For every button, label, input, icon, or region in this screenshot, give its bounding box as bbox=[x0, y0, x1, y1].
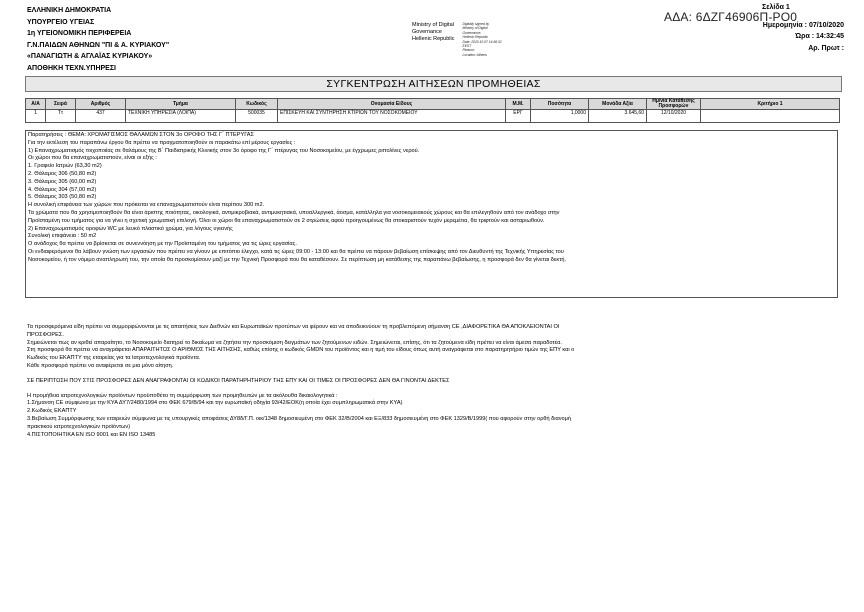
ada-code: ΑΔΑ: 6ΔΖΓ46906Π-ΡΟ0 bbox=[664, 10, 798, 24]
cell-series: Ττ bbox=[46, 110, 76, 123]
column-header: Α/Α bbox=[26, 99, 46, 110]
org-line: ΑΠΟΘΗΚΗ ΤΕΧΝ.ΥΠΗΡΕΣΙ bbox=[27, 64, 116, 72]
remarks-line: Προϊσταμένη του τμήματος για να γίνει η σχετική χρωματική επιλογή. Όλοι οι χώροι θα επαναχρωματιστούν σε 2 στρώσεις αφού προηγουμένως θα στοκαριστούν τυχόν μερεμέτια, θα τριφτούν και ασταριωθούν. bbox=[28, 217, 545, 224]
requests-table bbox=[25, 98, 840, 123]
column-header: Μ.Μ. bbox=[506, 99, 531, 110]
cell-code: 500035 bbox=[236, 110, 278, 123]
remarks-line: Για την εκτέλεση του παραπάνω έργου θα πρέπει να πραγματοποιηθούν οι παρακάτω επί μέρους εργασίες : bbox=[28, 139, 296, 146]
notes-line: Η προμήθεια ιατροτεχνολογικών προϊόντων προϋποθέτει τη συμμόρφωση των προμηθευτών με τα ακόλουθα δικαιολογητικά : bbox=[27, 392, 338, 399]
signature-detail: Location: Athens bbox=[462, 52, 487, 57]
notes-line: Στη προσφορά θα πρέπει να αναγράφεται ΑΠΑΡΑΙΤΗΤΩΣ Ο ΑΡΙΘΜΟΣ ΤΗΣ ΑΙΤΗΣΗΣ, καθώς επίσης ο κωδικός GMDN του προϊόντος και η τιμή του είδους όπως αυτή αναγράφεται στο παρατηρητήριο τιμών της ΕΠΥ και ο bbox=[27, 347, 575, 354]
document-date: Ημερομηνία : 07/10/2020 bbox=[762, 22, 844, 29]
remarks-line: Παρατηρήσεις : ΘΕΜΑ: ΧΡΩΜΑΤΙΣΜΟΣ ΘΑΛΑΜΩΝ ΣΤΟΝ 3ο ΟΡΟΦΟ ΤΗΣ Γ΄ ΠΤΕΡΥΓΑΣ bbox=[28, 132, 254, 138]
notes-line: 4.ΠΙΣΤΟΠΟΙΗΤΙΚΑ ΕΝ ISO 9001 και ΕΝ ISO 13485 bbox=[27, 431, 156, 438]
remarks-line: Συνολική επιφάνεια : 50 m2 bbox=[28, 233, 97, 240]
notes-line: 3.Βεβαίωση Συμμόρφωσης των εταιρειών σύμφωνα με τις υπουργικές αποφάσεις ΔΥ8δ/Γ.Π. οικ/1348 δημοσιευμένη στο ΦΕΚ 32/Β/2004 και ΕΞ/833 δημοσιευμένη στο ΦΕΚ 1329/Β/1999( που αφορούν στην ορθή διανομή bbox=[27, 415, 571, 422]
table-row bbox=[26, 110, 840, 123]
signature-issuer-line: Ministry of Digital bbox=[412, 22, 454, 28]
column-header: Ονομασία Είδους bbox=[278, 99, 506, 110]
remarks-line: 1. Γραφείο Ιατρών (63,30 m2) bbox=[28, 163, 102, 170]
column-header: Κωδικός bbox=[236, 99, 278, 110]
column-header: Σειρά bbox=[46, 99, 76, 110]
column-header: Ποσότητα bbox=[531, 99, 589, 110]
remarks-line: Οι ενδιαφερόμενοι θα λάβουν γνώση των εργασιών που πρέπει να γίνουν με επιτόπιο έλεγχο, κατά τις ώρες 09:00 - 13:00 και θα πρέπει να πάρουν βεβαίωση επίσκεψης από τον Διευθυντή της Τεχνικής Υπηρεσίας του bbox=[28, 248, 564, 255]
remarks-line: Ο ανάδοχος θα πρέπει να βρίσκεται σε συνεννόηση με την Προϊσταμένη του τμήματος για τις ώρες εργασίας. bbox=[28, 241, 297, 248]
cell-department: ΤΕΧΝΙΚΗ ΥΠΗΡΕΣΙΑ (ΛΟΙΠΑ) bbox=[126, 110, 236, 123]
notes-line: ΠΡΟΣΦΟΡΕΣ. bbox=[27, 331, 64, 338]
remarks-line: 4. Θάλαμος 304 (57,00 m2) bbox=[28, 186, 97, 193]
cell-deadline: 12/10/2020 bbox=[647, 110, 701, 123]
spacer bbox=[27, 386, 839, 393]
remarks-line: 5. Θάλαμος 303 (50,80 m2) bbox=[28, 194, 97, 201]
document-title: ΣΥΓΚΕΝΤΡΩΣΗ ΑΙΤΗΣΕΩΝ ΠΡΟΜΗΘΕΙΑΣ bbox=[25, 76, 842, 92]
signature-detail: Hellenic Republic bbox=[462, 35, 488, 40]
signature-detail: EEST bbox=[462, 44, 472, 49]
protocol-number: Αρ. Πρωτ : bbox=[808, 45, 844, 52]
cell-quantity: 1,0000 bbox=[531, 110, 589, 123]
cell-aa: 1 bbox=[26, 110, 46, 123]
document-time: Ώρα : 14:32:45 bbox=[795, 33, 844, 40]
page-number: Σελίδα 1 bbox=[762, 4, 790, 11]
remarks-line: 3. Θάλαμος 305 (60,00 m2) bbox=[28, 178, 97, 185]
table-header-row bbox=[26, 99, 840, 110]
notes-line: Τα προσφερόμενα είδη πρέπει να συμμορφώνονται με τις απαιτήσεις των Διεθνών και Ευρωπαϊκών προτύπων να φέρουν και να αποδεικνύουν τη προβλεπόμενη σήμανση CE ,ΔΙΑΦΟΡΕΤΙΚΑ ΘΑ ΑΠΟΚΛΕΙΟΝΤΑΙ ΟΙ bbox=[27, 324, 560, 330]
signature-issuer-line: Hellenic Republic bbox=[412, 36, 455, 42]
remarks-line: Οι χώροι που θα επαναχρωματιστούν, είναι οι εξής : bbox=[28, 155, 157, 162]
signature-detail: Reason: bbox=[462, 48, 475, 53]
cell-item-name: ΕΠΙΣΚΕΥΗ ΚΑΙ ΣΥΝΤΗΡΗΣΗ ΚΤΙΡΙΩΝ ΤΟΥ ΝΟΣΟΚΟΜΕΙΟΥ bbox=[278, 110, 506, 123]
remarks-line: Τα χρώματα που θα χρησιμοποιηθούν θα είναι άριστης ποιότητας, οικολογικά, αντιμικροβιακά, αντιμυκητιακά, υποαλλεργικά, άοσμα, κατάλληλα για νοσοκομειακούς χώρους και θα επιλεγηθούν από τον ανάδοχο στην bbox=[28, 209, 560, 216]
column-header: Κριτήριο 1 bbox=[701, 99, 840, 110]
remarks-line: 2) Επαναχρωματισμός οροφών WC με λευκό πλαστικό χρώμα, για λόγους υγιεινής bbox=[28, 225, 233, 232]
cell-number: 437 bbox=[76, 110, 126, 123]
org-line: «ΠΑΝΑΓΙΩΤΗ & ΑΓΛΑΪΑΣ ΚΥΡΙΑΚΟΥ» bbox=[27, 53, 153, 60]
remarks-box bbox=[25, 130, 838, 298]
org-line: ΕΛΛΗΝΙΚΗ ΔΗΜΟΚΡΑΤΙΑ bbox=[27, 7, 112, 14]
column-header: Μονάδα Αξία bbox=[589, 99, 647, 110]
column-header: Ημ/νία Κατάθεσης Προσφορών bbox=[647, 99, 701, 110]
signature-issuer-line: Governance bbox=[412, 29, 442, 35]
org-line: ΥΠΟΥΡΓΕΙΟ ΥΓΕΙΑΣ bbox=[27, 18, 95, 26]
cell-unit: ΕΡΓ bbox=[506, 110, 531, 123]
notes-line: Σημειώνεται πως αν κριθεί απαραίτητο, το Νοσοκομείο διατηρεί το δικαίωμα να ζητήσει την προσκόμιση δειγμάτων των ζητούμενων ειδών. Σημειώνεται, επίσης, ότι τα ζητούμενα είδη πρέπει να είναι άμεσα παραδοτέα. bbox=[27, 339, 562, 346]
spacer bbox=[27, 371, 839, 378]
org-line: 1η ΥΓΕΙΟΝΟΜΙΚΗ ΠΕΡΙΦΕΡΕΙΑ bbox=[27, 30, 132, 37]
signature-detail: Date: 2020.10.07 14:48:32 bbox=[462, 39, 502, 44]
digital-signature-stamp bbox=[412, 22, 502, 57]
notes-warning: ΣΕ ΠΕΡΙΠΤΩΣΗ ΠΟΥ ΣΤΙΣ ΠΡΟΣΦΟΡΕΣ ΔΕΝ ΑΝΑΓΡΑΦΟΝΤΑΙ ΟΙ ΚΩΔΙΚΟΙ ΠΑΡΑΤΗΡΗΤΗΡΙΟΥ ΤΗΣ ΕΠΥ ΚΑΙ ΟΙ ΤΙΜΕΣ ΟΙ ΠΡΟΣΦΟΡΕΣ ΔΕΝ ΘΑ ΓΙΝΟΝΤΑΙ ΔΕΚΤΕΣ bbox=[27, 377, 450, 384]
cell-criterion bbox=[701, 110, 840, 123]
remarks-line: Η συνολική επιφάνεια των χώρων που πρόκειται να επαναχρωματιστούν είναι περίπου 300 m2. bbox=[28, 202, 265, 209]
remarks-line: Νοσοκομείου, ή τον νόμιμο αναπληρωτή του, την οποία θα προσκομίσουν μαζί με την Τεχνική Προσφορά που θα καταθέσουν. Σε περίπτωση μη κατάθεσης της παραπάνω βεβαίωσης, η προσφορά δεν θα γίνεται δεκτή. bbox=[28, 256, 567, 263]
column-header: Τμήμα bbox=[126, 99, 236, 110]
signature-detail: Digitally signed by bbox=[462, 22, 490, 26]
signature-detail: Governance, bbox=[462, 30, 482, 35]
remarks-line: 2. Θάλαμος 306 (50,80 m2) bbox=[28, 170, 97, 177]
general-notes bbox=[27, 324, 839, 439]
notes-line: 1.Σήμανση CE σύμφωνα με την ΚΥΑ ΔΥ7/2480/1994 στο ΦΕΚ 679/Β/94 και την ευρωπαϊκή οδηγία 93/42/ΕΟΚ(η οποία έχει συμπληρωματικά στην ΚΥΑ) bbox=[27, 400, 403, 407]
column-header: Αριθμός bbox=[76, 99, 126, 110]
notes-line: πρακτικού ιατροτεχνολογικών προϊόντων) bbox=[27, 423, 131, 430]
remarks-line: 1) Επαναχρωματισμός τοιχοποιίας σε θαλάμους της Β΄ Παιδιατρικής Κλινικής στον 3ο όροφο της Γ΄ πτέρυγας του Νοσοκομείου, με έγχρωμες ριπολίνες νερού. bbox=[28, 147, 420, 154]
organization-header bbox=[27, 5, 169, 74]
signature-detail: Ministry of Digital bbox=[462, 26, 488, 31]
cell-unit-price: 3.645,60 bbox=[589, 110, 647, 123]
notes-line: Κάθε προσφορά πρέπει να αναφέρεται σε μια μόνο αίτηση. bbox=[27, 362, 174, 369]
org-line: Γ.Ν.ΠΑΙΔΩΝ ΑΘΗΝΩΝ "ΠΙ & Α. ΚΥΡΙΑΚΟΥ" bbox=[27, 41, 170, 49]
notes-line: 2.Κωδικός ΕΚΑΠΤΥ bbox=[27, 408, 77, 415]
notes-line: Κωδικός του ΕΚΑΠΤΥ της εταιρείας για τα Ιατροτεχνολογικά προϊόντα. bbox=[27, 355, 201, 362]
